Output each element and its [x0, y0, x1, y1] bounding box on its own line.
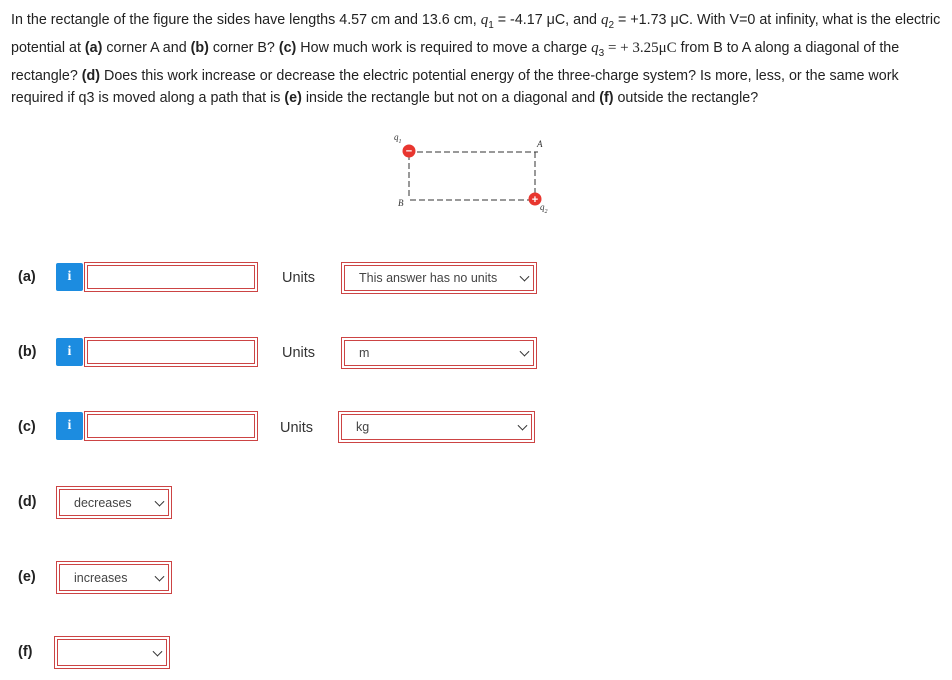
answer-field-c[interactable]	[84, 411, 258, 441]
units-select-b[interactable]	[341, 337, 537, 369]
units-select-a-value: This answer has no units	[359, 271, 498, 285]
chevron-down-icon	[518, 421, 528, 431]
part-f-label: (f)	[18, 644, 33, 660]
answer-field-b[interactable]	[84, 337, 258, 367]
answer-field-a[interactable]	[84, 262, 258, 292]
charge-diagram	[380, 132, 560, 222]
units-label-a: Units	[282, 270, 316, 286]
part-a-row	[0, 262, 952, 296]
corner-b-label: B	[398, 198, 404, 208]
part-c-row	[0, 411, 952, 445]
answer-input-c[interactable]	[87, 414, 255, 438]
chevron-down-icon	[153, 646, 163, 656]
answer-input-b[interactable]	[87, 340, 255, 364]
info-button-b[interactable]: i	[56, 338, 83, 366]
corner-a-label: A	[537, 139, 543, 149]
info-button-c[interactable]: i	[56, 412, 83, 440]
part-d-row	[0, 486, 952, 520]
choice-select-e-value: increases	[74, 570, 128, 585]
units-label-b: Units	[282, 345, 316, 361]
answer-input-a[interactable]	[87, 265, 255, 289]
part-e-row	[0, 561, 952, 595]
chevron-down-icon	[155, 571, 165, 581]
choice-select-f[interactable]	[54, 636, 170, 669]
rectangle-figure	[380, 132, 560, 222]
part-c-label: (c)	[18, 419, 36, 435]
units-select-a[interactable]	[341, 262, 537, 294]
units-select-b-value: m	[359, 346, 370, 360]
part-f-row	[0, 636, 952, 670]
question-text: In the rectangle of the figure the sides have lengths 4.57 cm and 13.6 cm, $q_1 = -4.17$ μC, and $q_2 = +1.73$ μC. With V=0 at infinity, what is the electric potential at (a) corner A and (b) corner B? (c) How much work is required to move a charge $q_3$ = + 3.25μC from B to A along a diagonal of the rectangle? (d) Does this work increase or decrease the electric potential energy of the three-charge system? Is more, less, or the same work required if q3 is moved along a path that is (e) inside the rectangle but not on a diagonal and (f) outside the rectangle?	[11, 12, 941, 106]
info-button-a[interactable]: i	[56, 263, 83, 291]
units-select-c-value: kg	[356, 420, 370, 434]
chevron-down-icon	[155, 496, 165, 506]
q1-sign: −	[405, 145, 413, 158]
choice-select-e[interactable]	[56, 561, 172, 594]
choice-select-d-value: decreases	[74, 495, 132, 510]
choice-select-d[interactable]	[56, 486, 172, 519]
q1-label: $q_1$	[394, 132, 402, 145]
part-a-label: (a)	[18, 269, 36, 285]
q2-label: $q_2$	[540, 202, 548, 215]
units-label-c: Units	[280, 420, 314, 436]
part-b-row	[0, 337, 952, 371]
chevron-down-icon	[520, 347, 530, 357]
chevron-down-icon	[520, 272, 530, 282]
units-select-c[interactable]	[338, 411, 535, 443]
part-e-label: (e)	[18, 569, 36, 585]
part-b-label: (b)	[18, 344, 37, 360]
q2-sign: +	[531, 194, 539, 206]
part-d-label: (d)	[18, 494, 37, 510]
